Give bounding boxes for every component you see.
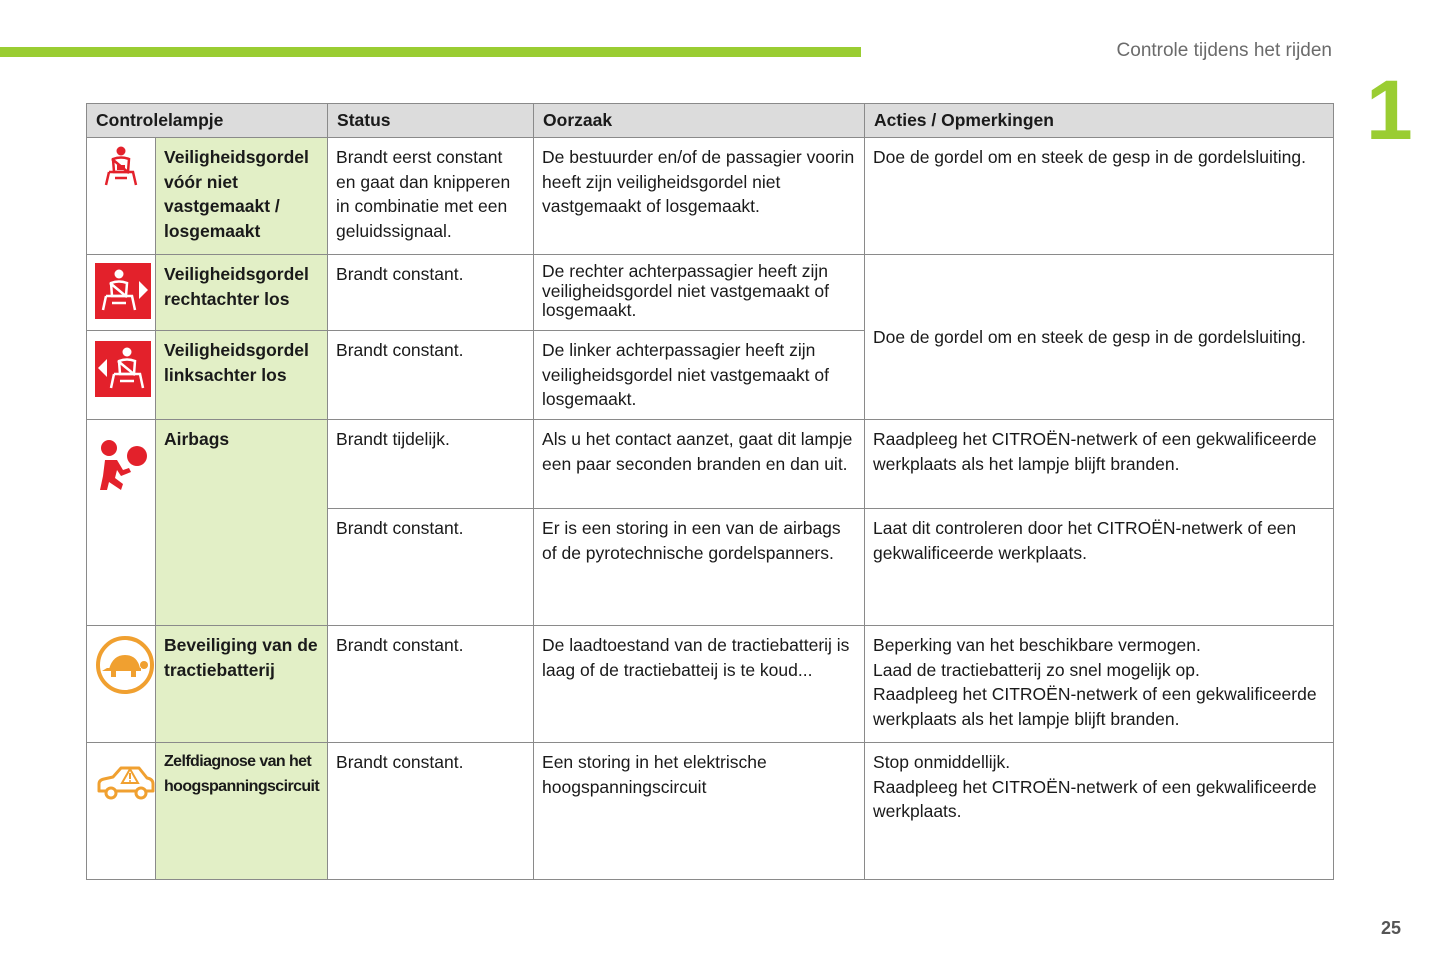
lamp-status: Brandt eerst constant en gaat dan knipperen in combinatie met een geluidssignaal.	[328, 138, 534, 255]
lamp-action: Doe de gordel om en steek de gesp in de gordelsluiting.	[865, 255, 1334, 420]
chapter-number: 1	[1366, 63, 1413, 157]
action-line: Raadpleeg het CITROËN-netwerk of een gekwalificeerde werkplaats.	[873, 776, 1317, 821]
lamp-action: Laat dit controleren door het CITROËN-netwerk of een gekwalificeerde werkplaats.	[865, 509, 1334, 626]
car-warning-icon	[95, 763, 157, 803]
icon-cell	[87, 743, 156, 880]
lamp-name: Beveiliging van de tractiebatterij	[156, 626, 328, 743]
icon-cell	[87, 255, 156, 331]
table-row	[87, 626, 1334, 743]
lamp-cause: De laadtoestand van de tractiebatterij is laag of de tractiebatteij is te koud...	[534, 626, 865, 743]
lamp-cause: Er is een storing in een van de airbags of de pyrotechnische gordelspanners.	[534, 509, 865, 626]
seatbelt-front-icon	[104, 145, 138, 187]
turtle-icon	[95, 635, 155, 695]
col-header-status: Status	[328, 104, 534, 138]
col-header-cause: Oorzaak	[534, 104, 865, 138]
section-accent-bar	[0, 47, 861, 57]
col-header-actions: Acties / Opmerkingen	[865, 104, 1334, 138]
lamp-action	[865, 626, 1334, 743]
lamp-name: Veiligheidsgordel vóór niet vastgemaakt / losgemaakt	[156, 138, 328, 255]
lamp-status: Brandt constant.	[328, 255, 534, 331]
lamp-action	[865, 743, 1334, 880]
action-line: Raadpleeg het CITROËN-netwerk of een gekwalificeerde werkplaats als het lampje blijft branden.	[873, 684, 1317, 729]
lamp-name: Airbags	[156, 420, 328, 626]
table-row	[87, 743, 1334, 880]
lamp-action: Doe de gordel om en steek de gesp in de gordelsluiting.	[865, 138, 1334, 255]
icon-cell	[87, 138, 156, 255]
icon-cell	[87, 331, 156, 420]
lamp-name: Zelfdiagnose van het hoogspanningscircuit	[156, 743, 328, 880]
lamp-cause: De rechter achterpassagier heeft zijn veiligheidsgordel niet vastgemaakt of losgemaakt.	[534, 255, 865, 331]
action-line: Stop onmiddellijk.	[873, 752, 1011, 772]
page-number: 25	[1381, 918, 1402, 938]
warning-lamp-table	[86, 103, 1334, 880]
airbag-icon	[95, 438, 151, 492]
col-header-lamp: Controlelampje	[87, 104, 328, 138]
lamp-status: Brandt constant.	[328, 743, 534, 880]
lamp-status: Brandt constant.	[328, 509, 534, 626]
lamp-cause: Een storing in het elektrische hoogspanningscircuit	[534, 743, 865, 880]
icon-cell	[87, 420, 156, 626]
action-line: Laad de tractiebatterij zo snel mogelijk op.	[873, 659, 1200, 680]
seatbelt-rear-left-icon	[95, 341, 151, 397]
lamp-cause: De linker achterpassagier heeft zijn veiligheidsgordel niet vastgemaakt of losgemaakt.	[534, 331, 865, 420]
lamp-status: Brandt tijdelijk.	[328, 420, 534, 509]
lamp-status: Brandt constant.	[328, 331, 534, 420]
lamp-action: Raadpleeg het CITROËN-netwerk of een gekwalificeerde werkplaats als het lampje blijft branden.	[865, 420, 1334, 509]
table-row	[87, 420, 1334, 509]
table-row	[87, 138, 1334, 255]
lamp-name: Veiligheidsgordel linksachter los	[156, 331, 328, 420]
action-line: Beperking van het beschikbare vermogen.	[873, 635, 1201, 655]
lamp-name: Veiligheidsgordel rechtachter los	[156, 255, 328, 331]
lamp-status: Brandt constant.	[328, 626, 534, 743]
lamp-cause: De bestuurder en/of de passagier voorin heeft zijn veiligheidsgordel niet vastgemaakt of losgemaakt.	[534, 138, 865, 255]
section-title: Controle tijdens het rijden	[1116, 40, 1332, 61]
table-row	[87, 255, 1334, 331]
seatbelt-rear-right-icon	[95, 263, 151, 319]
icon-cell	[87, 626, 156, 743]
lamp-cause: Als u het contact aanzet, gaat dit lampje een paar seconden branden en dan uit.	[534, 420, 865, 509]
table-header-row	[87, 104, 1334, 138]
